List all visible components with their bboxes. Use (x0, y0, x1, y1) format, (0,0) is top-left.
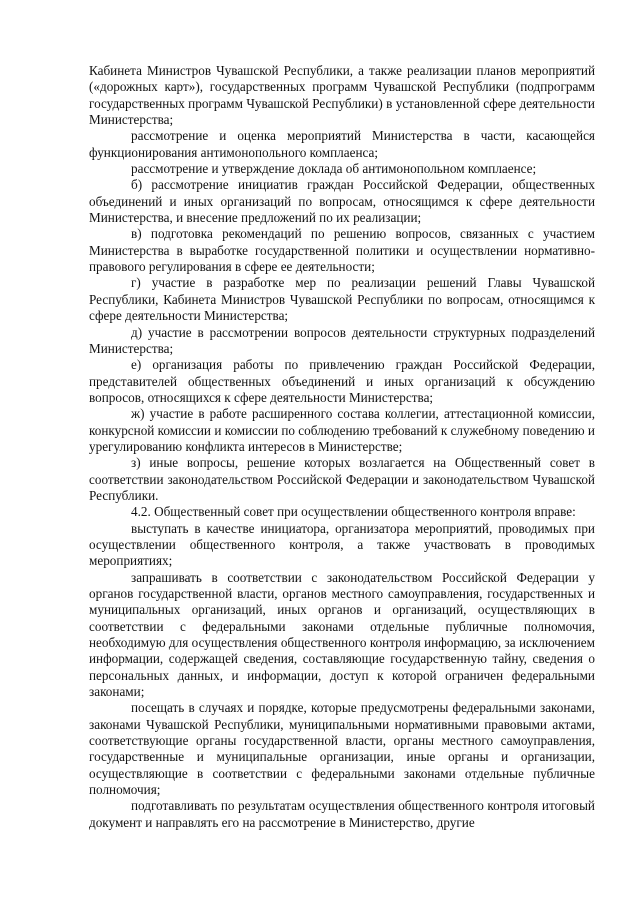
paragraph-item-g: г) участие в разработке мер по реализации решений Главы Чувашской Республики, Кабинета Министров Чувашской Республики по вопросам, относящимся к сфере деятельности Министерства; (89, 275, 595, 324)
paragraph-final-document: подготавливать по результатам осуществления общественного контроля итоговый документ и направлять его на рассмотрение в Министерство, другие (89, 798, 595, 830)
paragraph-item-b: б) рассмотрение инициатив граждан Российской Федерации, общественных объединений и иных организаций по вопросам, относящимся к сфере деятельности Министерства, и внесение предложений по их реализации; (89, 177, 595, 226)
paragraph-item-z: з) иные вопросы, решение которых возлагается на Общественный совет в соответствии законодательством Российской Федерации и законодательством Чувашской Республики. (89, 455, 595, 503)
paragraph-antimonopoly-report: рассмотрение и утверждение доклада об антимонопольном комплаенсе; (131, 161, 537, 177)
paragraph-section-4-2: 4.2. Общественный совет при осуществлении общественного контроля вправе: (131, 504, 576, 520)
paragraph-item-d: д) участие в рассмотрении вопросов деятельности структурных подразделений Министерства; (89, 324, 595, 356)
paragraph-visit: посещать в случаях и порядке, которые предусмотрены федеральными законами, законами Чувашской Республики, муниципальными нормативными правовыми актами, соответствующие органы государственной власти, органы местного самоуправления, государственные и муниципальные организации, иные органы и организации, осуществляющие в соответствии с федеральными законами отдельные публичные полномочия; (89, 700, 595, 798)
paragraph-item-v: в) подготовка рекомендаций по решению вопросов, связанных с участием Министерства в выработке государственной политики и осуществлении нормативно-правового регулирования в сфере ее деятельности; (89, 226, 595, 275)
paragraph-item-zh: ж) участие в работе расширенного состава коллегии, аттестационной комиссии, конкурсной комиссии и комиссии по соблюдению требований к служебному поведению и урегулированию конфликта интересов в Министерстве; (89, 406, 595, 454)
paragraph-initiator: выступать в качестве инициатора, организатора мероприятий, проводимых при осуществлении общественного контроля, а также участвовать в проводимых мероприятиях; (89, 520, 595, 569)
document-page (89, 63, 595, 831)
paragraph-request-info: запрашивать в соответствии с законодательством Российской Федерации у органов государственной власти, органов местного самоуправления, государственных и муниципальных организаций, иных органов и организаций, осуществляющих в соответствии с федеральными законами отдельные публичные полномочия, необходимую для осуществления общественного контроля информацию, за исключением информации, содержащей сведения, составляющие государственную тайну, сведения о персональных данных, и информации, доступ к которой ограничен федеральными законами; (89, 569, 595, 700)
paragraph-antimonopoly-evaluation: рассмотрение и оценка мероприятий Министерства в части, касающейся функционирования антимонопольного комплаенса; (89, 128, 595, 160)
paragraph-item-e: е) организация работы по привлечению граждан Российской Федерации, представителей общественных объединений и иных организаций к обсуждению вопросов, относящихся к сфере деятельности Министерства; (89, 357, 595, 405)
paragraph-cabinet-plans: Кабинета Министров Чувашской Республики, а также реализации планов мероприятий («дорожных карт»), государственных программ Чувашской Республики (подпрограмм государственных программ Чувашской Республики) в установленной сфере деятельности Министерства; (89, 63, 595, 128)
